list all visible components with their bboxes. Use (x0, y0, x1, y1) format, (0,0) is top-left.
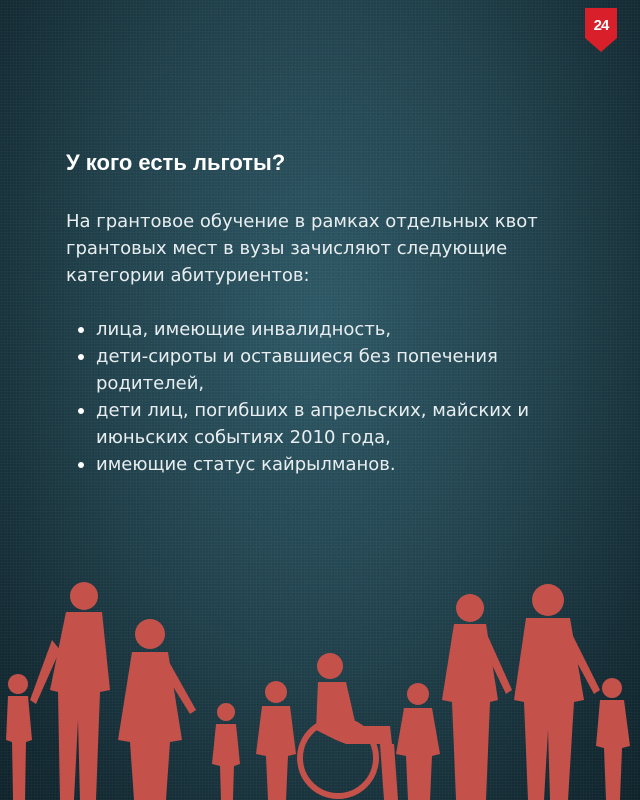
child-silhouette (6, 674, 32, 800)
page-title: У кого есть льготы? (66, 150, 286, 175)
brand-logo-text: 24 (593, 17, 609, 34)
list-item (66, 316, 586, 343)
list-item (66, 397, 586, 451)
list-item-text: дети-сироты и оставшиеся без попечения родителей, (96, 346, 498, 394)
child-silhouette (396, 683, 440, 800)
wheelchair-user-silhouette (300, 653, 398, 800)
bullet-icon (78, 408, 84, 414)
categories-list (66, 316, 586, 478)
child-silhouette (596, 678, 630, 800)
brand-logo[interactable] (581, 8, 621, 52)
list-item-text: имеющие статус кайрылманов. (96, 454, 396, 475)
bullet-icon (78, 354, 84, 360)
list-item-text: лица, имеющие инвалидность, (96, 319, 392, 340)
list-item (66, 343, 586, 397)
child-silhouette (212, 703, 240, 800)
list-item (66, 451, 586, 478)
woman-silhouette (442, 594, 512, 800)
list-item-text: дети лиц, погибших в апрельских, майских и июньских событиях 2010 года, (96, 400, 530, 448)
family-silhouettes-illustration (0, 570, 640, 800)
woman-silhouette (118, 619, 196, 800)
man-silhouette (514, 584, 600, 800)
bullet-icon (78, 462, 84, 468)
man-silhouette (30, 582, 110, 800)
boy-silhouette (256, 681, 296, 800)
intro-text: На грантовое обучение в рамках отдельных квот грантовых мест в вузы зачисляют следующие категории абитуриентов: (66, 211, 538, 286)
bullet-icon (78, 327, 84, 333)
